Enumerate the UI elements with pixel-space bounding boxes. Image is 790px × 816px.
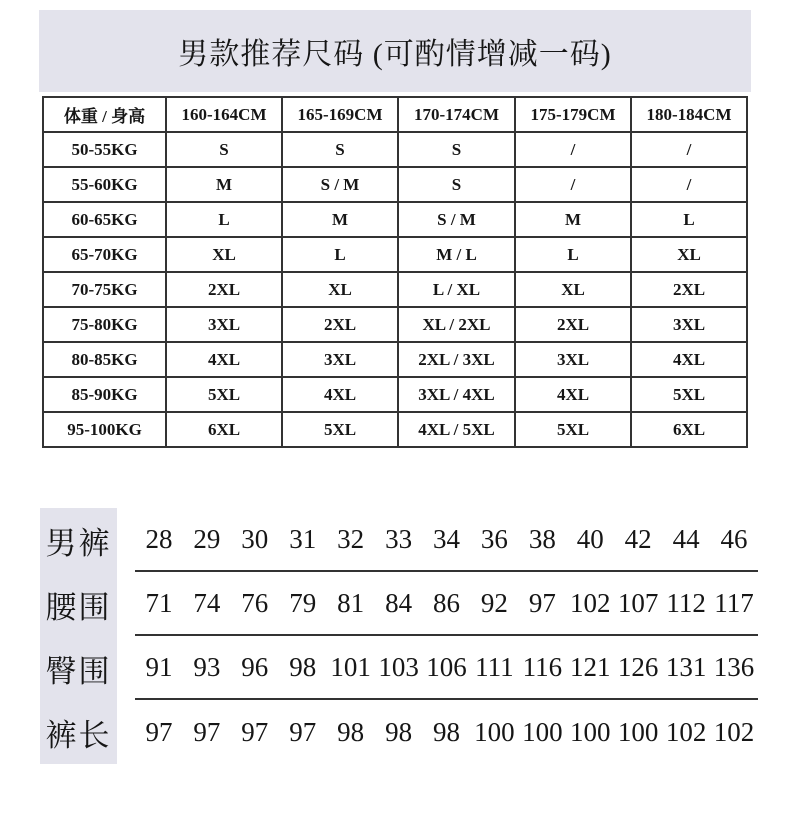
size-cell: S — [398, 132, 515, 167]
size-cell: 5XL — [166, 377, 282, 412]
title-banner — [39, 10, 751, 92]
hip-value: 111 — [475, 651, 514, 682]
size-cell: 4XL / 5XL — [398, 412, 515, 447]
size-cell: / — [631, 167, 747, 202]
size-cell: 2XL — [631, 272, 747, 307]
waist-value: 76 — [241, 587, 269, 618]
page-title: 男款推荐尺码 (可酌情增减一码) — [178, 38, 612, 71]
hip-value: 131 — [665, 651, 707, 682]
row-label-hip: 臀围 — [45, 653, 112, 689]
hip-value: 121 — [570, 651, 611, 682]
waist-value: 117 — [714, 587, 754, 618]
hip-value: 136 — [713, 651, 755, 682]
pants-label-column — [40, 508, 117, 764]
size-cell: 3XL / 4XL — [398, 377, 515, 412]
waist-value: 112 — [666, 587, 706, 618]
hip-value: 101 — [330, 651, 371, 682]
length-value: 102 — [713, 716, 755, 747]
hip-value: 96 — [241, 651, 269, 682]
hip-row — [135, 636, 758, 700]
size-cell: 2XL — [515, 307, 631, 342]
size-cell: 6XL — [631, 412, 747, 447]
size-cell: 5XL — [515, 412, 631, 447]
size-cell: / — [515, 167, 631, 202]
hip-value: 103 — [378, 651, 419, 682]
pants-size-value: 30 — [241, 523, 269, 554]
waist-value: 86 — [432, 587, 460, 618]
weight-cell: 55-60KG — [43, 167, 166, 202]
pants-size-value: 40 — [576, 523, 604, 554]
size-cell: 4XL — [282, 377, 398, 412]
size-cell: 4XL — [166, 342, 282, 377]
size-cell: L — [515, 237, 631, 272]
size-table-row — [43, 167, 747, 202]
size-cell: 3XL — [166, 307, 282, 342]
size-table-header-row — [43, 97, 747, 132]
length-value: 102 — [665, 716, 707, 747]
length-value: 100 — [522, 716, 563, 747]
pants-size-value: 31 — [289, 523, 317, 554]
pants-size-row — [135, 508, 758, 572]
size-cell: XL — [515, 272, 631, 307]
size-cell: XL / 2XL — [398, 307, 515, 342]
size-cell: / — [515, 132, 631, 167]
length-value: 98 — [432, 716, 460, 747]
pants-size-value: 42 — [624, 523, 652, 554]
waist-row — [135, 572, 758, 636]
weight-cell: 85-90KG — [43, 377, 166, 412]
hip-value: 91 — [145, 651, 173, 682]
length-value: 97 — [289, 716, 317, 747]
size-cell: XL — [631, 237, 747, 272]
size-table-row — [43, 412, 747, 447]
hip-value: 93 — [193, 651, 221, 682]
size-cell: 3XL — [631, 307, 747, 342]
waist-value: 81 — [337, 587, 365, 618]
length-value: 97 — [145, 716, 173, 747]
size-table-row — [43, 132, 747, 167]
header-weight-height: 体重 / 身高 — [43, 97, 166, 132]
length-value: 97 — [193, 716, 221, 747]
waist-value: 102 — [570, 587, 611, 618]
size-table-row — [43, 307, 747, 342]
length-value: 98 — [337, 716, 365, 747]
weight-cell: 65-70KG — [43, 237, 166, 272]
size-cell: / — [631, 132, 747, 167]
size-cell: 3XL — [515, 342, 631, 377]
size-cell: M / L — [398, 237, 515, 272]
pants-size-value: 36 — [480, 523, 508, 554]
pants-size-value: 46 — [720, 523, 748, 554]
row-label-pants-length: 裤长 — [45, 717, 112, 753]
hip-value: 116 — [522, 651, 563, 682]
size-cell: L — [166, 202, 282, 237]
size-cell: S — [166, 132, 282, 167]
size-cell: M — [166, 167, 282, 202]
size-cell: 2XL / 3XL — [398, 342, 515, 377]
length-value: 98 — [385, 716, 413, 747]
length-value: 97 — [241, 716, 269, 747]
weight-cell: 95-100KG — [43, 412, 166, 447]
waist-value: 97 — [528, 587, 556, 618]
hip-value: 126 — [617, 651, 659, 682]
size-cell: L — [282, 237, 398, 272]
size-table-row — [43, 272, 747, 307]
pants-size-value: 38 — [528, 523, 556, 554]
header-height-range: 170-174CM — [398, 97, 515, 132]
waist-value: 79 — [289, 587, 317, 618]
header-height-range: 180-184CM — [631, 97, 747, 132]
length-value: 100 — [570, 716, 611, 747]
header-height-range: 165-169CM — [282, 97, 398, 132]
size-cell: XL — [282, 272, 398, 307]
pants-values-column — [135, 508, 758, 764]
weight-cell: 50-55KG — [43, 132, 166, 167]
size-table — [42, 96, 748, 448]
size-cell: L / XL — [398, 272, 515, 307]
weight-cell: 60-65KG — [43, 202, 166, 237]
pants-length-row — [135, 700, 758, 764]
waist-value: 92 — [480, 587, 508, 618]
size-cell: S — [282, 132, 398, 167]
weight-cell: 75-80KG — [43, 307, 166, 342]
hip-value: 98 — [289, 651, 317, 682]
size-cell: 6XL — [166, 412, 282, 447]
size-chart-page — [0, 10, 790, 764]
waist-value: 71 — [145, 587, 173, 618]
pants-size-value: 33 — [385, 523, 413, 554]
size-cell: L — [631, 202, 747, 237]
size-cell: 5XL — [282, 412, 398, 447]
size-cell: 4XL — [515, 377, 631, 412]
hip-value: 106 — [426, 651, 467, 682]
size-cell: 2XL — [282, 307, 398, 342]
pants-size-value: 29 — [193, 523, 221, 554]
size-cell: S — [398, 167, 515, 202]
size-cell: 5XL — [631, 377, 747, 412]
length-value: 100 — [617, 716, 659, 747]
size-cell: 4XL — [631, 342, 747, 377]
pants-measurements-section — [40, 508, 758, 764]
header-height-range: 175-179CM — [515, 97, 631, 132]
size-table-row — [43, 342, 747, 377]
row-label-waist: 腰围 — [45, 589, 112, 625]
pants-size-value: 28 — [145, 523, 173, 554]
size-cell: M — [282, 202, 398, 237]
row-label-pants-size: 男裤 — [45, 525, 112, 561]
pants-size-value: 32 — [337, 523, 365, 554]
header-height-range: 160-164CM — [166, 97, 282, 132]
length-value: 100 — [474, 716, 515, 747]
size-table-row — [43, 237, 747, 272]
weight-cell: 70-75KG — [43, 272, 166, 307]
pants-size-value: 44 — [672, 523, 700, 554]
size-cell: M — [515, 202, 631, 237]
weight-cell: 80-85KG — [43, 342, 166, 377]
waist-value: 84 — [385, 587, 413, 618]
size-cell: 3XL — [282, 342, 398, 377]
size-cell: S / M — [282, 167, 398, 202]
size-table-row — [43, 377, 747, 412]
size-cell: S / M — [398, 202, 515, 237]
waist-value: 74 — [193, 587, 221, 618]
pants-size-value: 34 — [432, 523, 460, 554]
size-cell: XL — [166, 237, 282, 272]
waist-value: 107 — [617, 587, 659, 618]
size-table-row — [43, 202, 747, 237]
size-cell: 2XL — [166, 272, 282, 307]
